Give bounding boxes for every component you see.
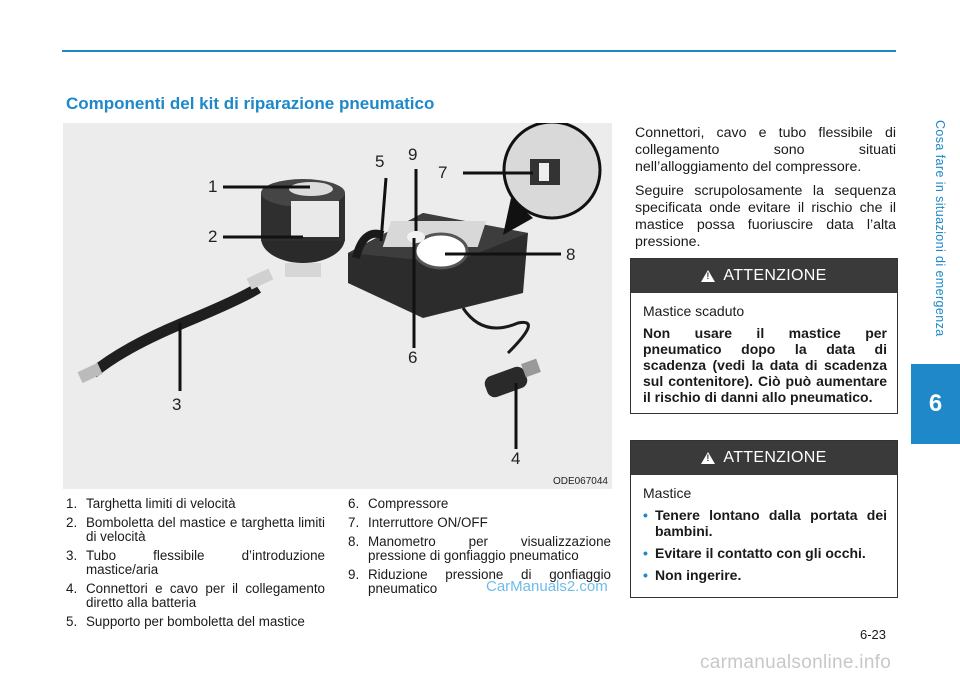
power-plug [483,359,541,400]
kit-illustration [63,123,612,489]
list-item: 2. Bomboletta del mastice e targhetta limiti di velocità [66,515,325,544]
callout-7: 7 [438,163,448,182]
paragraph: Connettori, cavo e tubo flessibile di collegamento sono situati nell’alloggiamento del compressore. [635,125,896,175]
section-title: Componenti del kit di riparazione pneumatico [66,94,435,113]
warning-bullet: • Tenere lontano dalla portata dei bambini. [643,507,887,539]
list-item: 9. Riduzione pressione di gonfiaggio pneumatico [348,567,611,596]
callout-2: 2 [208,227,218,246]
callout-5: 5 [375,152,385,171]
hose [77,263,321,383]
components-list-left [66,497,325,634]
list-item: 6. Compressore [348,496,449,511]
callout-3: 3 [172,395,182,414]
callout-4: 4 [511,449,521,468]
page-number: 6-23 [860,627,887,642]
warning-text: Non usare il mastice per pneumatico dopo la data di scadenza (vedi la data di scadenza sul contenitore). Ciò può aumentare il rischio di danni allo pneumatico. [643,325,887,405]
sealant-bottle [261,179,345,263]
warning-subtitle: Mastice [643,485,692,501]
warning-triangle-icon [701,270,715,282]
callout-1: 1 [208,177,218,196]
figure-code: ODE067044 [552,476,608,487]
callout-leaders [180,169,561,449]
site-watermark: CarManuals2.com [486,578,608,595]
list-item: 8. Manometro per visualizzazione pressione di gonfiaggio pneumatico [348,534,611,563]
callout-9: 9 [408,145,418,164]
warning-header: ! ATTENZIONE [631,441,897,475]
warning-triangle-icon [701,452,715,464]
warning-box-sealant [630,440,898,598]
paragraph: Seguire scrupolosamente la sequenza specificata onde evitare il rischio che il mastice possa fuoriuscire data l’alta pressione. [635,183,896,250]
footer-watermark: carmanualsonline.info [700,652,892,673]
chapter-tab[interactable]: 6 [911,364,960,444]
chapter-side-title: Cosa fare in situazioni di emergenza [933,120,947,337]
warning-header: ! ATTENZIONE [631,259,897,293]
body-text [635,125,896,258]
switch-detail-zoom [503,123,600,235]
warning-bullet: • Non ingerire. [643,567,887,583]
kit-figure [63,123,612,489]
warning-bullet: • Evitare il contatto con gli occhi. [643,545,887,561]
header-rule [62,50,896,52]
callout-6: 6 [408,348,418,367]
list-item: 3. Tubo flessibile d’introduzione mastice/aria [66,548,325,577]
list-item: 7. Interruttore ON/OFF [348,515,488,530]
warning-subtitle: Mastice scaduto [643,303,745,319]
callout-8: 8 [566,245,576,264]
list-item: 4. Connettori e cavo per il collegamento diretto alla batteria [66,581,325,610]
compressor [348,213,528,353]
list-item: 5. Supporto per bomboletta del mastice [66,614,305,629]
list-item: 1. Targhetta limiti di velocità [66,496,236,511]
warning-box-expired-sealant [630,258,898,414]
